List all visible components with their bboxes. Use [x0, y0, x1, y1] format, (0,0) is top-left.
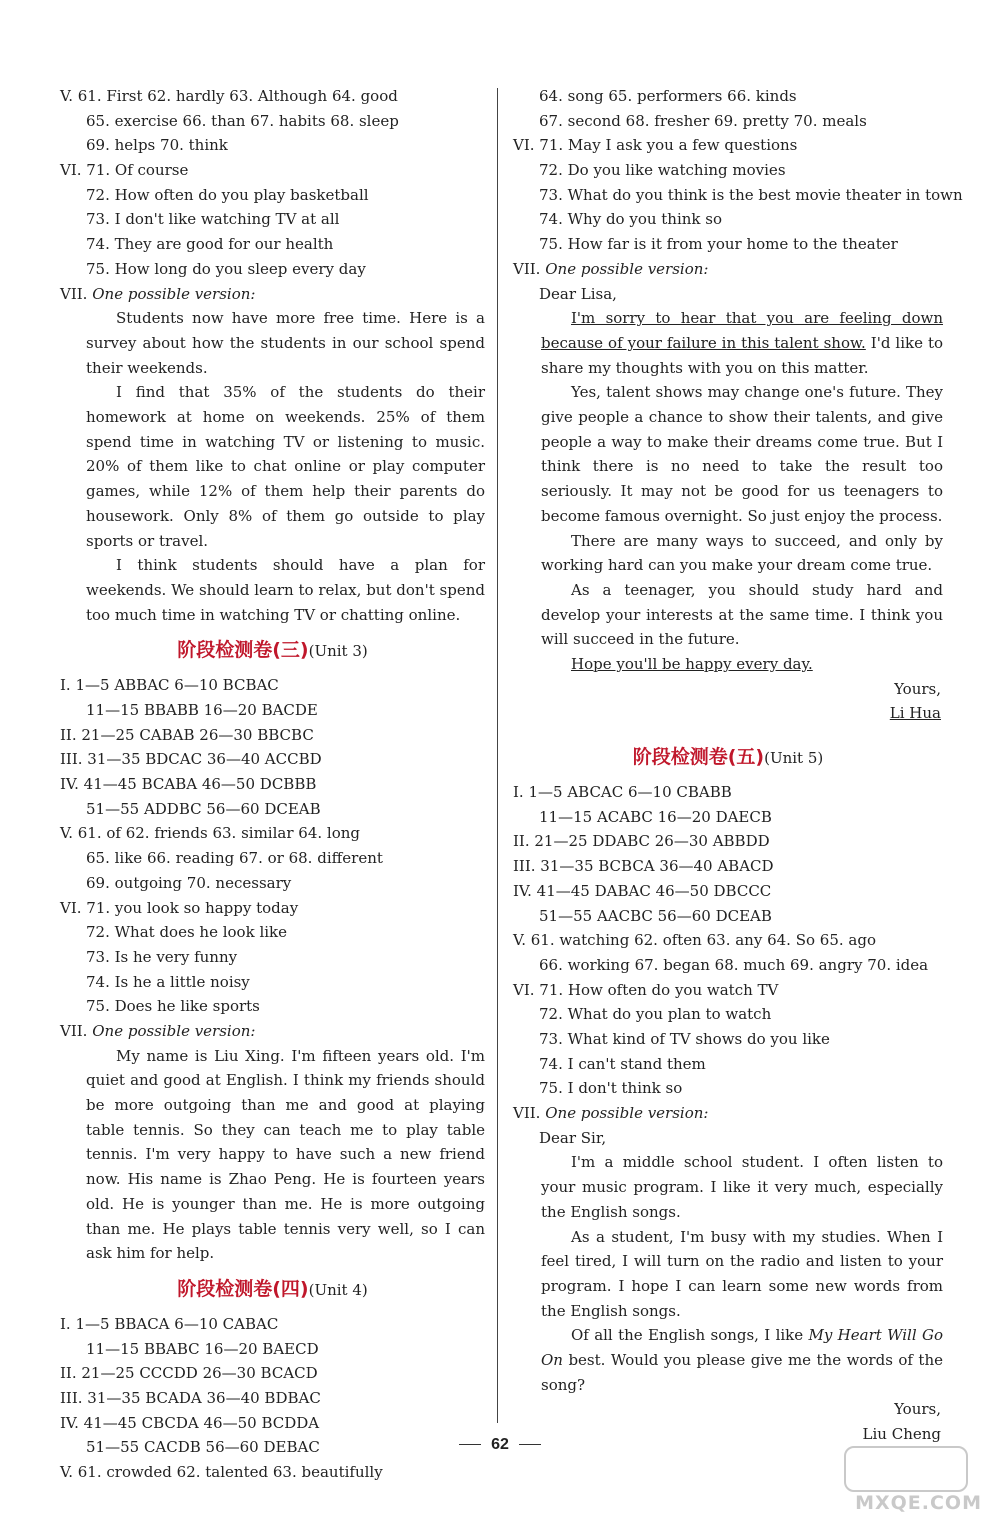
answer-line: 64. song 65. performers 66. kinds	[539, 87, 797, 105]
answer-line: 72. Do you like watching movies	[539, 161, 786, 180]
right-column	[513, 84, 963, 1447]
letter-paragraph: I'm a middle school student. I often listen to your music program. I like it very much, especially the English songs.	[541, 1153, 943, 1221]
answer-line: 73. I don't like watching TV at all	[86, 210, 340, 229]
answer-line: V. 61. crowded 62. talented 63. beautifully	[60, 1463, 383, 1482]
answer-line: 75. How long do you sleep every day	[86, 259, 366, 278]
letter-paragraph: As a teenager, you should study hard and develop your interests at the same time. I think you will succeed in the future.	[541, 580, 943, 649]
essay-paragraph: My name is Liu Xing. I'm fifteen years old. I'm quiet and good at English. I think my friends should be more outgoing than me and good at playing table tennis. So they can teach me to play table tennis. I'm very happy to have such a new friend now. His name is Zhao Peng. He is fourteen years old. He is younger than me. He is more outgoing than me. He plays table tennis very well, so I can ask him for help.	[86, 1046, 485, 1263]
version-label: VII. One possible version:	[513, 259, 709, 278]
letter-closing: Hope you'll be happy every day.	[571, 655, 813, 674]
answer-line: V. 61. First 62. hardly 63. Although 64. good	[60, 87, 398, 105]
answer-line: I. 1—5 ABCAC 6—10 CBABB	[513, 783, 732, 802]
section-heading-test3: 阶段检测卷(三)(Unit 3)	[177, 639, 368, 662]
letter-greeting: Dear Lisa,	[539, 284, 617, 303]
answer-line: VI. 71. How often do you watch TV	[513, 980, 779, 999]
answer-line: 75. I don't think so	[539, 1079, 683, 1098]
answer-line: VI. 71. Of course	[60, 161, 189, 180]
answer-line: 69. outgoing 70. necessary	[86, 873, 292, 892]
letter-yours: Yours,	[894, 679, 941, 698]
answer-line: V. 61. watching 62. often 63. any 64. So 65. ago	[513, 931, 876, 950]
essay-paragraph: I think students should have a plan for weekends. We should learn to relax, but don't spend too much time in watching TV or chatting online.	[86, 556, 485, 624]
section-heading-test5: 阶段检测卷(五)(Unit 5)	[632, 746, 824, 769]
letter-paragraph: As a student, I'm busy with my studies. When I feel tired, I will turn on the radio and listen to your program. I hope I can learn some new words from the English songs.	[541, 1227, 943, 1320]
answer-line: 72. How often do you play basketball	[86, 185, 369, 204]
letter-yours: Yours,	[894, 1400, 941, 1419]
letter-paragraph: I'm sorry to hear that you are feeling down because of your failure in this talent show. I'd like to share my thoughts with you on this matter.	[541, 309, 944, 377]
answer-line: IV. 41—45 DABAC 46—50 DBCCC	[513, 881, 772, 900]
answer-line: VI. 71. you look so happy today	[60, 898, 299, 917]
essay-paragraph: I find that 35% of the students do their homework at home on weekends. 25% of them spend time in watching TV or listening to music. 20% of them like to chat online or play computer games, while 12% of them help their parents do housework. Only 8% of them go outside to play sports or travel.	[86, 383, 485, 550]
watermark: MXQE.COM	[832, 1446, 982, 1516]
answer-line: 11—15 BBABB 16—20 BACDE	[86, 701, 318, 720]
letter-paragraph: There are many ways to succeed, and only by working hard can you make your dream come true.	[541, 531, 943, 575]
column-divider	[497, 88, 498, 1423]
letter-paragraph: Yes, talent shows may change one's future. They give people a chance to show their talents, and give people a way to make their dreams come true. But I think there is no need to take the result too seriously. It may not be good for us teenagers to become famous overnight. So just enjoy the process.	[541, 383, 943, 525]
answer-line: I. 1—5 ABBAC 6—10 BCBAC	[60, 676, 279, 695]
left-column	[60, 84, 485, 1485]
answer-line: IV. 41—45 CBCDA 46—50 BCDDA	[60, 1413, 320, 1432]
answer-line: I. 1—5 BBACA 6—10 CABAC	[60, 1314, 279, 1333]
answer-line: III. 31—35 BCADA 36—40 BDBAC	[60, 1389, 321, 1408]
answer-line: III. 31—35 BCBCA 36—40 ABACD	[513, 857, 774, 876]
answer-line: 74. Is he a little noisy	[86, 972, 250, 991]
essay-paragraph: Students now have more free time. Here is a survey about how the students in our school spend their weekends.	[86, 309, 485, 377]
answer-line: 75. Does he like sports	[86, 997, 260, 1016]
page-number: 62	[0, 1436, 1000, 1454]
answer-line: 51—55 CACDB 56—60 DEBAC	[86, 1438, 320, 1457]
answer-line: II. 21—25 CABAB 26—30 BBCBC	[60, 725, 314, 744]
answer-line: 74. Why do you think so	[539, 210, 723, 229]
answer-line: II. 21—25 DDABC 26—30 ABBDD	[513, 832, 770, 851]
version-label: VII. One possible version:	[60, 284, 256, 303]
answer-line: 67. second 68. fresher 69. pretty 70. meals	[539, 111, 867, 130]
letter-greeting: Dear Sir,	[539, 1128, 607, 1147]
answer-line: 51—55 ADDBC 56—60 DCEAB	[86, 799, 321, 818]
answer-line: 75. How far is it from your home to the theater	[539, 235, 898, 254]
letter-paragraph: Of all the English songs, I like My Heart Will Go On best. Would you please give me the words of the song?	[541, 1326, 944, 1394]
section-heading-test4: 阶段检测卷(四)(Unit 4)	[177, 1277, 368, 1300]
answer-line: II. 21—25 CCCDD 26—30 BCACD	[60, 1364, 318, 1383]
answer-line: IV. 41—45 BCABA 46—50 DCBBB	[60, 775, 317, 794]
answer-line: 73. Is he very funny	[86, 947, 238, 966]
answer-line: 51—55 AACBC 56—60 DCEAB	[539, 906, 772, 925]
answer-line: VI. 71. May I ask you a few questions	[513, 136, 798, 155]
answer-line: 73. What do you think is the best movie theater in town	[539, 185, 963, 204]
answer-line: 74. They are good for our health	[86, 235, 334, 254]
answer-line: III. 31—35 BDCAC 36—40 ACCBD	[60, 750, 322, 769]
answer-line: 11—15 BBABC 16—20 BAECD	[86, 1339, 319, 1358]
letter-signature: Li Hua	[889, 704, 941, 723]
answer-line: 69. helps 70. think	[86, 136, 228, 155]
answer-line: 66. working 67. began 68. much 69. angry 70. idea	[539, 955, 929, 974]
answer-line: V. 61. of 62. friends 63. similar 64. long	[60, 824, 360, 843]
answer-line: 74. I can't stand them	[539, 1054, 706, 1073]
version-label: VII. One possible version:	[60, 1021, 256, 1040]
answer-line: 11—15 ACABC 16—20 DAECB	[539, 807, 772, 826]
letter-signature: Liu Cheng	[862, 1425, 941, 1444]
watermark-logo-icon	[844, 1446, 968, 1492]
answer-line: 73. What kind of TV shows do you like	[539, 1029, 830, 1048]
answer-line: 72. What do you plan to watch	[539, 1005, 772, 1024]
answer-line: 72. What does he look like	[86, 923, 287, 942]
answer-line: 65. exercise 66. than 67. habits 68. sleep	[86, 111, 399, 130]
answer-line: 65. like 66. reading 67. or 68. different	[86, 849, 383, 868]
version-label: VII. One possible version:	[513, 1104, 709, 1123]
